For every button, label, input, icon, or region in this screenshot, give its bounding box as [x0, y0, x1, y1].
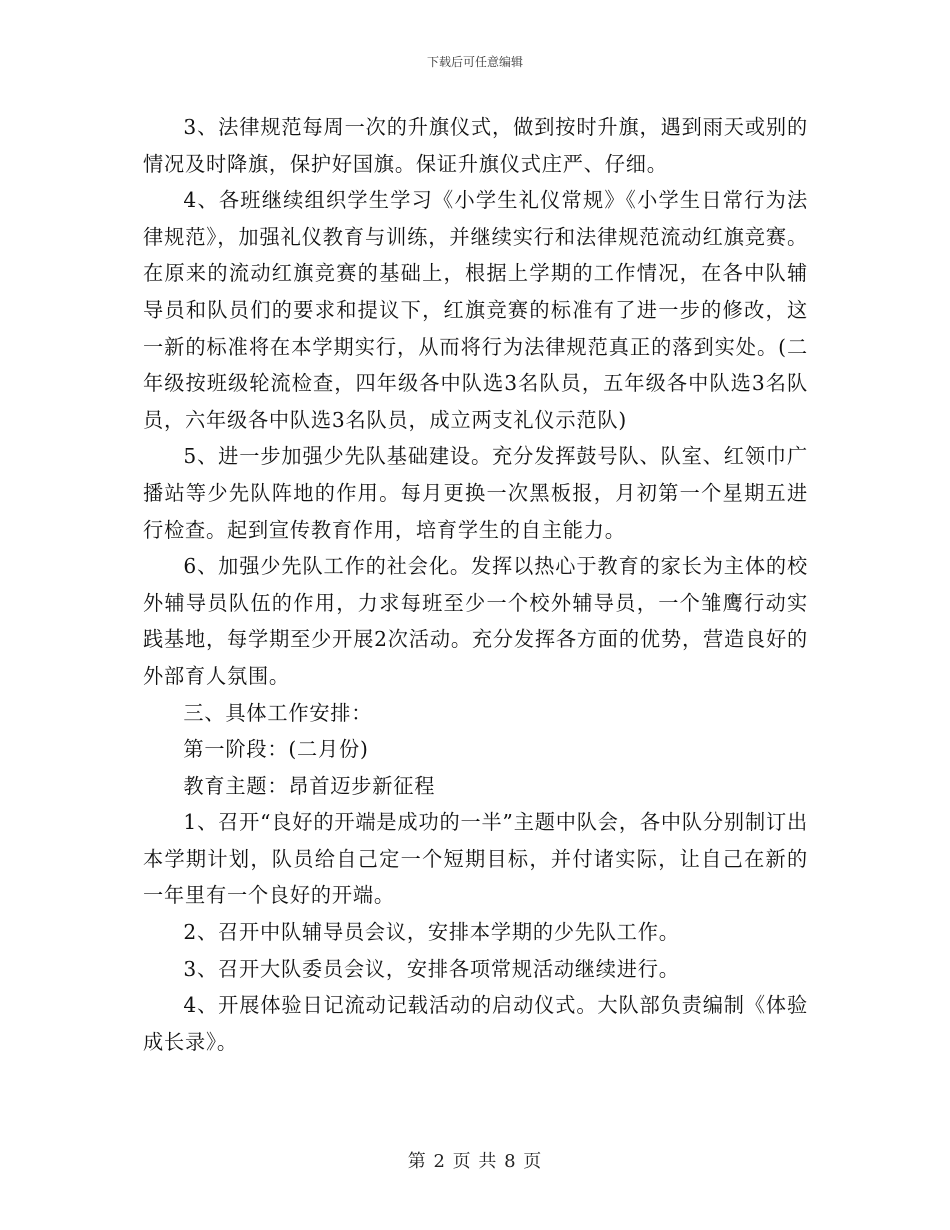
- stage-item-3: 3、召开大队委员会议，安排各项常规活动继续进行。: [183, 956, 680, 981]
- stage-item-1: 1、召开“良好的开端是成功的一半”主题中队会，各中队分别制订出本学期计划，队员给自己定一个短期目标，并付诸实际，让自己在新的一年里有一个良好的开端。: [143, 810, 808, 908]
- paragraph-item-6: 6、加强少先队工作的社会化。发挥以热心于教育的家长为主体的校外辅导员队伍的作用，力求每班至少一个校外辅导员，一个雏鹰行动实践基地，每学期至少开展2次活动。充分发挥各方面的优势，营造良好的外部育人氛围。: [143, 554, 808, 688]
- section-heading: 三、具体工作安排：: [183, 700, 373, 725]
- stage-item-2: 2、召开中队辅导员会议，安排本学期的少先队工作。: [183, 920, 680, 945]
- stage-heading: 第一阶段：(二月份): [183, 737, 369, 762]
- education-theme: 教育主题：昂首迈步新征程: [183, 773, 436, 798]
- stage-item-4: 4、开展体验日记流动记载活动的启动仪式。大队部负责编制《体验成长录》。: [143, 993, 808, 1054]
- paragraph-item-5: 5、进一步加强少先队基础建设。充分发挥鼓号队、队室、红领巾广播站等少先队阵地的作用。每月更换一次黑板报，月初第一个星期五进行检查。起到宣传教育作用，培育学生的自主能力。: [143, 444, 808, 542]
- paragraph-item-4: 4、各班继续组织学生学习《小学生礼仪常规》《小学生日常行为法律规范》，加强礼仪教育与训练，并继续实行和法律规范流动红旗竞赛。在原来的流动红旗竞赛的基础上，根据上学期的工作情况，在各中队辅导员和队员们的要求和提议下，红旗竞赛的标准有了进一步的修改，这一新的标准将在本学期实行，从而将行为法律规范真正的落到实处。(二年级按班级轮流检查，四年级各中队选3名队员，五年级各中队选3名队员，六年级各中队选3名队员，成立两支礼仪示范队): [143, 188, 808, 432]
- page-number: 第 2 页 共 8 页: [407, 1151, 543, 1172]
- document-body: [143, 109, 808, 1060]
- page-header-note: 下载后可任意编辑: [426, 55, 523, 69]
- paragraph-item-3: 3、法律规范每周一次的升旗仪式，做到按时升旗，遇到雨天或别的情况及时降旗，保护好国旗。保证升旗仪式庄严、仔细。: [143, 115, 808, 176]
